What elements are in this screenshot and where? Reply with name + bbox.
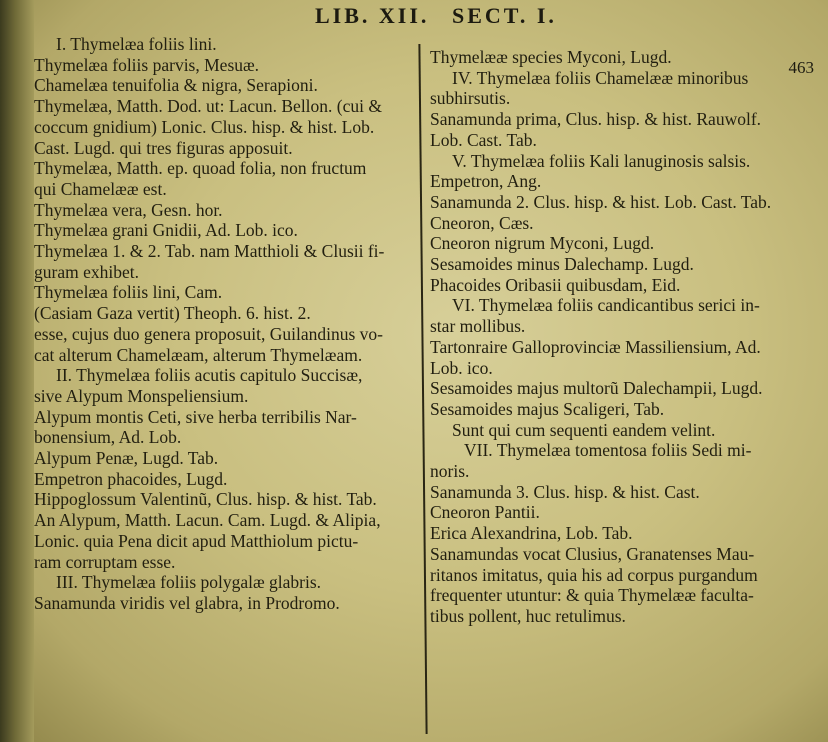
text-line: Sanamunda prima, Clus. hisp. & hist. Rauwolf. — [430, 109, 762, 130]
page-number: 463 — [788, 58, 814, 77]
text-line: Sanamunda 3. Clus. hisp. & hist. Cast. — [430, 481, 700, 502]
text-line: Alypum montis Ceti, sive herba terribilis Nar- — [34, 406, 357, 427]
text-line: Tartonraire Galloprovinciæ Massiliensium, Ad. — [430, 336, 761, 357]
text-line: Thymelæa vera, Gesn. hor. — [34, 199, 223, 220]
text-line: tibus pollent, huc retulimus. — [430, 605, 626, 626]
text-line: Empetron, Ang. — [430, 171, 542, 192]
header-lib: LIB. XII. — [315, 3, 430, 28]
page-gutter — [0, 0, 34, 742]
text-line: IV. Thymelæa foliis Chamelææ minoribus — [452, 67, 749, 88]
text-line: Cneoron nigrum Myconi, Lugd. — [430, 233, 655, 254]
text-line: Hippoglossum Valentinũ, Clus. hisp. & hist. Tab. — [34, 489, 377, 510]
text-line: Cneoron, Cæs. — [430, 212, 534, 233]
text-line: frequenter utuntur: & quia Thymelææ faculta- — [430, 585, 754, 606]
text-line: Cast. Lugd. qui tres figuras apposuit. — [34, 137, 293, 158]
text-line: Sanamundas vocat Clusius, Granatenses Mau- — [430, 543, 755, 564]
text-line: Thymelæa foliis lini, Cam. — [34, 282, 223, 303]
text-line: Sanamunda viridis vel glabra, in Prodromo. — [34, 592, 340, 613]
text-line: Erica Alexandrina, Lob. Tab. — [430, 523, 633, 544]
text-line: II. Thymelæa foliis acutis capitulo Succisæ, — [56, 365, 363, 386]
header-sect: SECT. I. — [452, 3, 557, 28]
text-line: Lob. ico. — [430, 357, 493, 378]
text-line: esse, cujus duo genera proposuit, Guilandinus vo- — [34, 323, 383, 344]
text-line: Empetron phacoides, Lugd. — [34, 468, 228, 489]
left-column — [34, 34, 418, 614]
text-line: bonensium, Ad. Lob. — [34, 427, 182, 448]
text-line: noris. — [430, 461, 470, 482]
text-line: Sesamoides majus Scaligeri, Tab. — [430, 398, 665, 419]
text-line: Thymelæa 1. & 2. Tab. nam Matthioli & Clusii fi- — [34, 241, 385, 262]
text-line: Sesamoides majus multorũ Dalechampii, Lugd. — [430, 378, 763, 399]
text-line: Thymelæa grani Gnidii, Ad. Lob. ico. — [34, 220, 298, 241]
text-line: Lonic. quia Pena dicit apud Matthiolum pictu- — [34, 530, 359, 551]
text-line: qui Chamelææ est. — [34, 178, 167, 199]
text-line: Cneoron Pantii. — [430, 502, 540, 523]
text-line: cat alterum Chamelæam, alterum Thymelæam. — [34, 344, 363, 365]
text-line: VI. Thymelæa foliis candicantibus serici in- — [452, 295, 760, 316]
text-line: ram corruptam esse. — [34, 551, 176, 572]
text-line: Lob. Cast. Tab. — [430, 129, 537, 150]
text-line: An Alypum, Matth. Lacun. Cam. Lugd. & Alipia, — [34, 510, 381, 531]
text-line: V. Thymelæa foliis Kali lanuginosis salsis. — [452, 150, 751, 171]
text-line: Sanamunda 2. Clus. hisp. & hist. Lob. Cast. Tab. — [430, 191, 772, 212]
text-line: VII. Thymelæa tomentosa foliis Sedi mi- — [464, 440, 752, 461]
text-line: Thymelæa, Matth. ep. quoad folia, non fructum — [34, 158, 367, 179]
text-line: Thymelæa foliis parvis, Mesuæ. — [34, 54, 260, 75]
text-line: Thymelææ species Myconi, Lugd. — [430, 47, 672, 67]
text-line: coccum gnidium) Lonic. Clus. hisp. & hist. Lob. — [34, 116, 375, 137]
text-line: star mollibus. — [430, 316, 526, 337]
text-line: (Casiam Gaza vertit) Theoph. 6. hist. 2. — [34, 303, 311, 324]
text-line: subhirsutis. — [430, 88, 511, 109]
text-line: III. Thymelæa foliis polygalæ glabris. — [56, 572, 322, 593]
text-line: I. Thymelæa foliis lini. — [56, 34, 217, 54]
column-divider — [418, 44, 427, 734]
text-line: Phacoides Oribasii quibusdam, Eid. — [430, 274, 681, 295]
text-line: Sesamoides minus Dalechamp. Lugd. — [430, 254, 694, 275]
text-line: sive Alypum Monspeliensium. — [34, 385, 249, 406]
text-line: Sunt qui cum sequenti eandem velint. — [452, 419, 716, 440]
right-column — [430, 47, 822, 627]
text-line: ritanos imitatus, quia his ad corpus purgandum — [430, 564, 758, 585]
text-line: Alypum Penæ, Lugd. Tab. — [34, 448, 219, 469]
text-line: guram exhibet. — [34, 261, 139, 282]
text-line: Thymelæa, Matth. Dod. ut: Lacun. Bellon. (cui & — [34, 96, 382, 117]
text-line: Chamelæa tenuifolia & nigra, Serapioni. — [34, 75, 318, 96]
